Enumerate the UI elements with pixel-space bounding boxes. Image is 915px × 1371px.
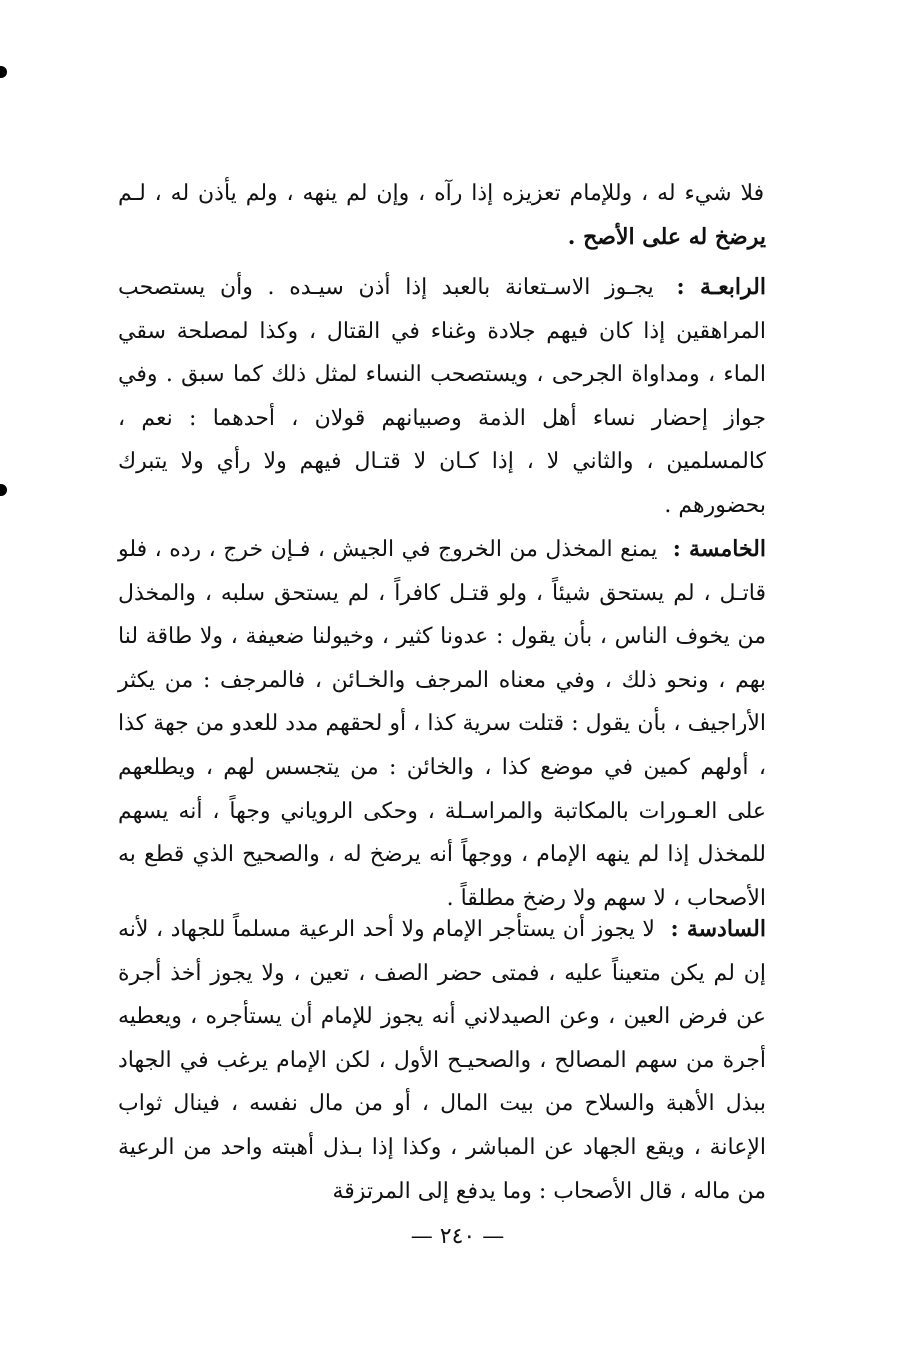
paragraph-text: فلا شيء له ، وللإمام تعزيزه إذا رآه ، وإن لم ينهه ، ولم يأذن له ، لـم <box>118 181 765 206</box>
section-heading: الخامسة : <box>672 536 766 562</box>
section-heading: السادسة : <box>670 916 766 942</box>
paragraph-text: يجـوز الاسـتعانة بالعبد إذا أذن سيـده . وأن يستصحب المراهقين إذا كان فيهم جلادة وغناء في القتال ، وكذا لمصلحة سقي الماء ، ومداواة الجرحى ، ويستصحب النساء لمثل ذلك كما سبق . وفي جواز إحضار نساء أهل الذمة وصبيانهم قولان ، أحدهما : نعم ، كالمسلمين ، والثاني لا ، إذا كـان لا قتـال فيهم ولا رأي ولا يتبرك بحضورهم . <box>118 275 766 518</box>
paragraph <box>118 266 766 528</box>
paragraph-emphasis: يرضخ له على الأصح . <box>567 223 766 250</box>
paragraph <box>118 908 766 1213</box>
paragraph <box>118 172 766 259</box>
page-number: — ٢٤٠ — <box>410 1224 505 1249</box>
paragraph-text: لا يجوز أن يستأجر الإمام ولا أحد الرعية مسلماً للجهاد ، لأنه إن لم يكن متعيناً عليه ، فمتى حضر الصف ، تعين ، ولا يجوز أخذ أجرة عن فرض العين ، وعن الصيدلاني أنه يجوز للإمام أن يستأجره ، ويعطيه أجرة من سهم المصالح ، والصحيـح الأول ، لكن الإمام يرغب في الجهاد ببذل الأهبة والسلاح من بيت المال ، أو من مال نفسه ، فينال ثواب الإعانة ، ويقع الجهاد عن المباشر ، وكذا إذا بـذل أهبته واحد من الرعية من ماله ، قال الأصحاب : وما يدفع إلى المرتزقة <box>118 917 766 1204</box>
binding-mark <box>0 66 7 78</box>
paragraph <box>118 528 766 920</box>
section-heading: الرابعـة : <box>676 274 766 300</box>
paragraph-text: يمنع المخذل من الخروج في الجيش ، فـإن خرج ، رده ، فلو قاتـل ، لم يستحق شيئاً ، ولو قتـل كافراً ، لم يستحق سلبه ، والمخذل من يخوف الناس ، بأن يقول : عدونا كثير ، وخيولنا ضعيفة ، ولا طاقة لنا بهم ، ونحو ذلك ، وفي معناه المرجف والخـائن ، فالمرجف : من يكثر الأراجيف ، بأن يقول : قتلت سرية كذا ، أو لحقهم مدد للعدو من جهة كذا ، أولهم كمين في موضع كذا ، والخائن : من يتجسس لهم ، ويطلعهم على العـورات بالمكاتبة والمراسـلة ، وحكى الروياني وجهاً ، أنه يسهم للمخذل إذا لم ينهه الإمام ، ووجهاً أنه يرضخ له ، والصحيح الذي قطع به الأصحاب ، لا سهم ولا رضخ مطلقاً . <box>118 537 766 911</box>
binding-mark <box>0 484 7 496</box>
